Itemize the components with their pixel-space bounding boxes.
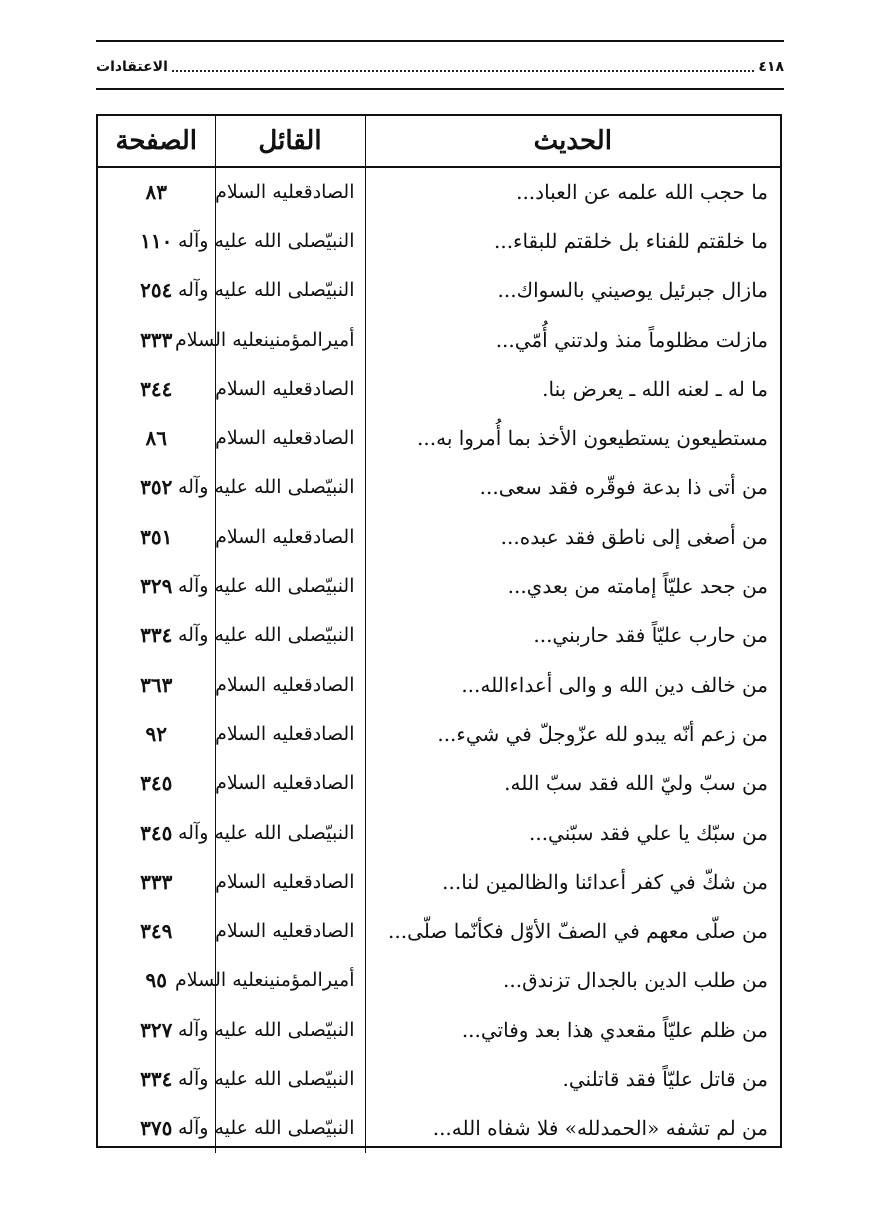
speaker-name: النبيّصلى الله عليه وآله — [215, 1005, 365, 1054]
table-row — [98, 956, 780, 1005]
header-row — [98, 116, 780, 167]
speaker-name: النبيّصلى الله عليه وآله — [215, 808, 365, 857]
table-row — [98, 315, 780, 364]
speaker-name: الصادقعليه السلام — [215, 709, 365, 758]
speaker-name: النبيّصلى الله عليه وآله — [215, 216, 365, 265]
index-table — [98, 116, 780, 1153]
hadith-text: من خالف دين الله و والى أعداءالله... — [365, 660, 780, 709]
hadith-text: من لم تشفه «الحمدلله» فلا شفاه الله... — [365, 1104, 780, 1153]
page-ref: ٣٥١ — [140, 524, 173, 549]
hadith-text: من شكّ في كفر أعدائنا والظالمين لنا... — [365, 857, 780, 906]
table-row — [98, 857, 780, 906]
speaker-name: النبيّصلى الله عليه وآله — [215, 611, 365, 660]
page-ref: ٣٤٥ — [140, 820, 173, 845]
page-ref: ٨٣ — [145, 180, 167, 205]
speaker-name: النبيّصلى الله عليه وآله — [215, 1104, 365, 1153]
table-row — [98, 413, 780, 462]
speaker-name: الصادقعليه السلام — [215, 759, 365, 808]
table-row — [98, 561, 780, 610]
page-ref: ٣٣٤ — [140, 1066, 173, 1091]
hadith-text: مستطيعون يستطيعون الأخذ بما أُمروا به... — [365, 413, 780, 462]
table-row — [98, 266, 780, 315]
header-page: الصفحة — [98, 116, 215, 167]
table-row — [98, 512, 780, 561]
hadith-text: من ظلم عليّاً مقعدي هذا بعد وفاتي... — [365, 1005, 780, 1054]
speaker-name: الصادقعليه السلام — [215, 364, 365, 413]
table-row — [98, 167, 780, 216]
hadith-text: ما خلقتم للفناء بل خلقتم للبقاء... — [365, 216, 780, 265]
speaker-name: النبيّصلى الله عليه وآله — [215, 266, 365, 315]
page-ref: ٣٣٤ — [140, 623, 173, 648]
page-ref: ٣٥٢ — [140, 475, 173, 500]
page-ref: ٣٢٩ — [140, 574, 173, 599]
hadith-text: من جحد عليّاً إمامته من بعدي... — [365, 561, 780, 610]
page-ref: ٩٢ — [145, 721, 167, 746]
table-row — [98, 660, 780, 709]
page-ref: ٣٢٧ — [140, 1017, 173, 1042]
top-rule — [96, 40, 784, 42]
page-ref: ٣٤٥ — [140, 771, 173, 796]
hadith-text: من أصغى إلى ناطق فقد عبده... — [365, 512, 780, 561]
page-number: ٤١٨ — [758, 59, 784, 75]
hadith-text: من أتى ذا بدعة فوقّره فقد سعى... — [365, 463, 780, 512]
hadith-text: من زعم أنّه يبدو لله عزّوجلّ في شيء... — [365, 709, 780, 758]
header-hadith: الحديث — [365, 116, 780, 167]
header-speaker: القائل — [215, 116, 365, 167]
table-row — [98, 808, 780, 857]
speaker-name: أميرالمؤمنينعليه السلام — [215, 315, 365, 364]
page-ref: ٣٤٤ — [140, 376, 173, 401]
page-ref: ٣٦٣ — [140, 672, 173, 697]
hadith-text: ما حجب الله علمه عن العباد... — [365, 167, 780, 216]
speaker-name: النبيّصلى الله عليه وآله — [215, 463, 365, 512]
table-row — [98, 906, 780, 955]
bottom-rule — [96, 88, 784, 90]
page-ref: ٣٣٣ — [140, 869, 173, 894]
book-title: الاعتقادات — [96, 59, 168, 75]
hadith-text: من صلّى معهم في الصفّ الأوّل فكأنّما صلّى... — [365, 906, 780, 955]
page-ref: ٣٣٣ — [140, 327, 173, 352]
hadith-index-table — [96, 114, 782, 1148]
table-row — [98, 709, 780, 758]
speaker-name: النبيّصلى الله عليه وآله — [215, 561, 365, 610]
table-body — [98, 167, 780, 1153]
page-ref: ٢٥٤ — [140, 278, 173, 303]
table-row — [98, 1054, 780, 1103]
table-row — [98, 364, 780, 413]
table-row — [98, 216, 780, 265]
speaker-name: الصادقعليه السلام — [215, 906, 365, 955]
hadith-text: ما له ـ لعنه الله ـ يعرض بنا. — [365, 364, 780, 413]
speaker-name: الصادقعليه السلام — [215, 512, 365, 561]
running-head — [96, 56, 784, 78]
hadith-text: مازلت مظلوماً منذ ولدتني أُمّي... — [365, 315, 780, 364]
hadith-text: من سبّ وليّ الله فقد سبّ الله. — [365, 759, 780, 808]
page-ref: ٨٦ — [145, 426, 167, 451]
page-ref: ٣٤٩ — [140, 919, 173, 944]
speaker-name: الصادقعليه السلام — [215, 857, 365, 906]
table-row — [98, 463, 780, 512]
table-row — [98, 1104, 780, 1153]
leader-dots — [172, 62, 754, 72]
speaker-name: الصادقعليه السلام — [215, 660, 365, 709]
table-row — [98, 611, 780, 660]
speaker-name: الصادقعليه السلام — [215, 413, 365, 462]
table-row — [98, 1005, 780, 1054]
table-row — [98, 759, 780, 808]
speaker-name: أميرالمؤمنينعليه السلام — [215, 956, 365, 1005]
hadith-text: مازال جبرئيل يوصيني بالسواك... — [365, 266, 780, 315]
speaker-name: النبيّصلى الله عليه وآله — [215, 1054, 365, 1103]
speaker-name: الصادقعليه السلام — [215, 167, 365, 216]
hadith-text: من حارب عليّاً فقد حاربني... — [365, 611, 780, 660]
hadith-text: من سبّك يا علي فقد سبّني... — [365, 808, 780, 857]
page-ref: ٩٥ — [145, 968, 167, 993]
page-ref: ٣٧٥ — [140, 1116, 173, 1141]
page-ref: ١١٠ — [140, 228, 173, 253]
hadith-text: من قاتل عليّاً فقد قاتلني. — [365, 1054, 780, 1103]
hadith-text: من طلب الدين بالجدال تزندق... — [365, 956, 780, 1005]
